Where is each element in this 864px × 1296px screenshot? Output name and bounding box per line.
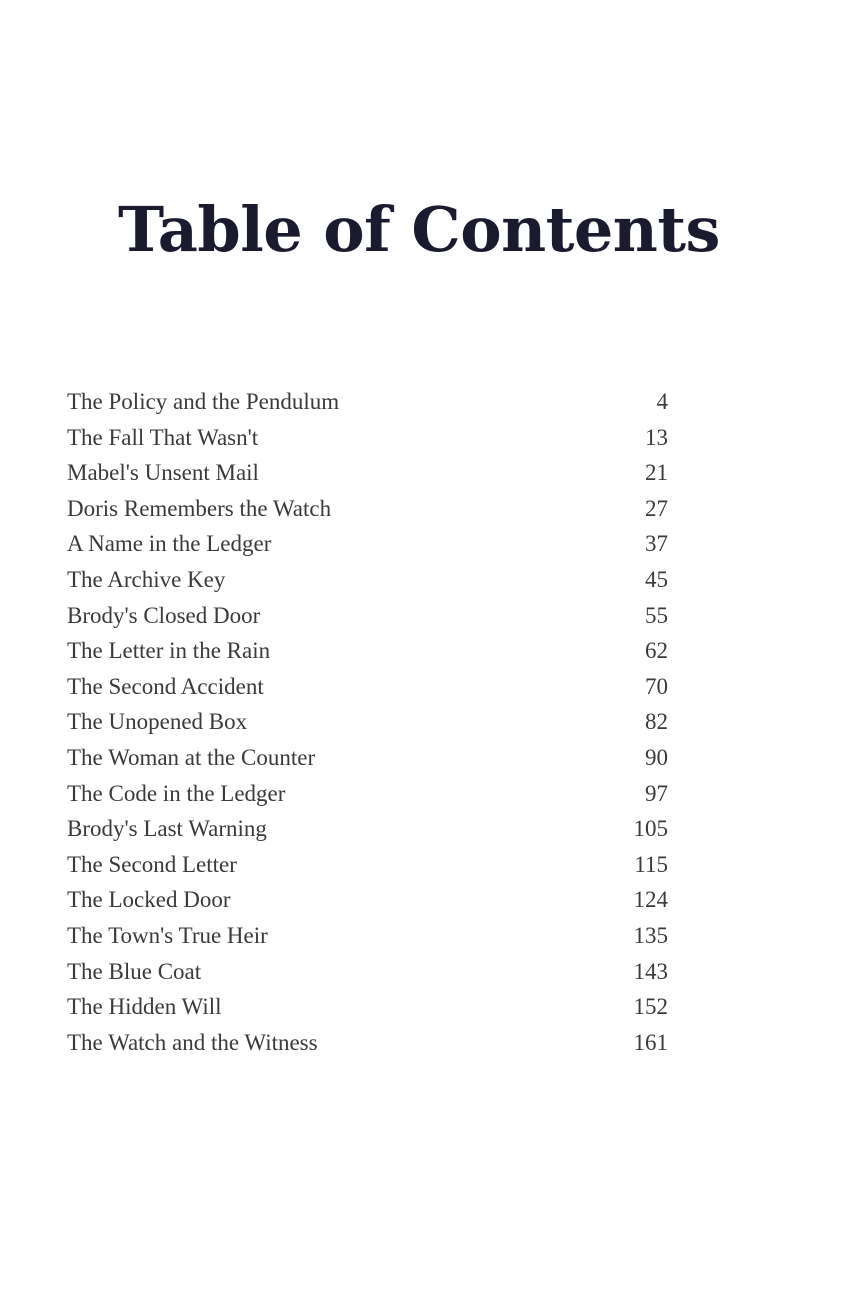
- toc-entry-page: 27: [645, 495, 668, 521]
- toc-entry-title: The Unopened Box: [67, 709, 248, 735]
- toc-entry-title: The Woman at the Counter: [67, 744, 316, 770]
- toc-entry: [67, 384, 668, 420]
- toc-entry-title: The Hidden Will: [67, 994, 222, 1020]
- toc-entry-page: 4: [656, 389, 668, 414]
- toc-entry-title: The Fall That Wasn't: [67, 424, 259, 450]
- toc-entry: [67, 491, 668, 527]
- toc-entry-title: The Archive Key: [67, 566, 226, 592]
- toc-entry: [67, 776, 668, 812]
- toc-entry-page: 152: [633, 994, 668, 1020]
- toc-entry-page: 70: [645, 673, 668, 699]
- toc-entry: [67, 989, 668, 1025]
- toc-entry-page: 143: [633, 958, 668, 984]
- toc-entry-page: 62: [645, 638, 668, 664]
- toc-entry-page: 135: [633, 922, 668, 948]
- toc-entry: [67, 954, 668, 990]
- toc-entry: [67, 455, 668, 491]
- toc-entry-title: Brody's Closed Door: [67, 602, 261, 628]
- toc-entry-page: 45: [645, 566, 668, 592]
- toc-entry-page: 124: [633, 887, 668, 913]
- toc-entry: [67, 669, 668, 705]
- toc-entry-page: 37: [645, 531, 668, 557]
- toc-entry-page: 115: [634, 851, 668, 877]
- toc-entry: [67, 740, 668, 776]
- toc-entry-title: Doris Remembers the Watch: [67, 495, 332, 521]
- toc-entry-page: 97: [645, 780, 668, 806]
- toc-entry-title: The Policy and the Pendulum: [67, 389, 340, 414]
- toc-entry: [67, 811, 668, 847]
- toc-entry: [67, 598, 668, 634]
- toc-entry-title: The Code in the Ledger: [67, 780, 286, 806]
- toc-entry: [67, 562, 668, 598]
- toc-entry: [67, 847, 668, 883]
- toc-entry-title: Brody's Last Warning: [67, 816, 267, 842]
- toc-entry-title: The Locked Door: [67, 887, 231, 913]
- toc-entry-title: The Blue Coat: [67, 958, 202, 984]
- toc-entry-page: 105: [633, 816, 668, 842]
- toc-entry-page: 21: [645, 460, 668, 486]
- toc-entry: [67, 420, 668, 456]
- page-title: Table of Contents: [118, 193, 720, 266]
- toc-entry: [67, 1025, 668, 1061]
- toc-entry-title: The Town's True Heir: [67, 922, 268, 948]
- toc-entry-title: Mabel's Unsent Mail: [67, 460, 259, 486]
- toc-entry: [67, 633, 668, 669]
- toc-entry: [67, 882, 668, 918]
- toc-entry-page: 161: [633, 1029, 668, 1055]
- toc-entry: [67, 704, 668, 740]
- toc-entry-page: 13: [645, 424, 668, 450]
- toc-entry: [67, 918, 668, 954]
- toc-entry-page: 55: [645, 602, 668, 628]
- toc-entry: [67, 526, 668, 562]
- toc-entry-title: The Letter in the Rain: [67, 638, 271, 664]
- toc-entry-page: 82: [645, 709, 668, 735]
- toc-entry-title: The Second Letter: [67, 851, 237, 877]
- toc-entry-page: 90: [645, 744, 668, 770]
- toc-entry-title: The Second Accident: [67, 673, 264, 699]
- toc-entry-title: The Watch and the Witness: [67, 1029, 318, 1055]
- toc-list: [67, 384, 668, 1060]
- toc-entry-title: A Name in the Ledger: [67, 531, 272, 557]
